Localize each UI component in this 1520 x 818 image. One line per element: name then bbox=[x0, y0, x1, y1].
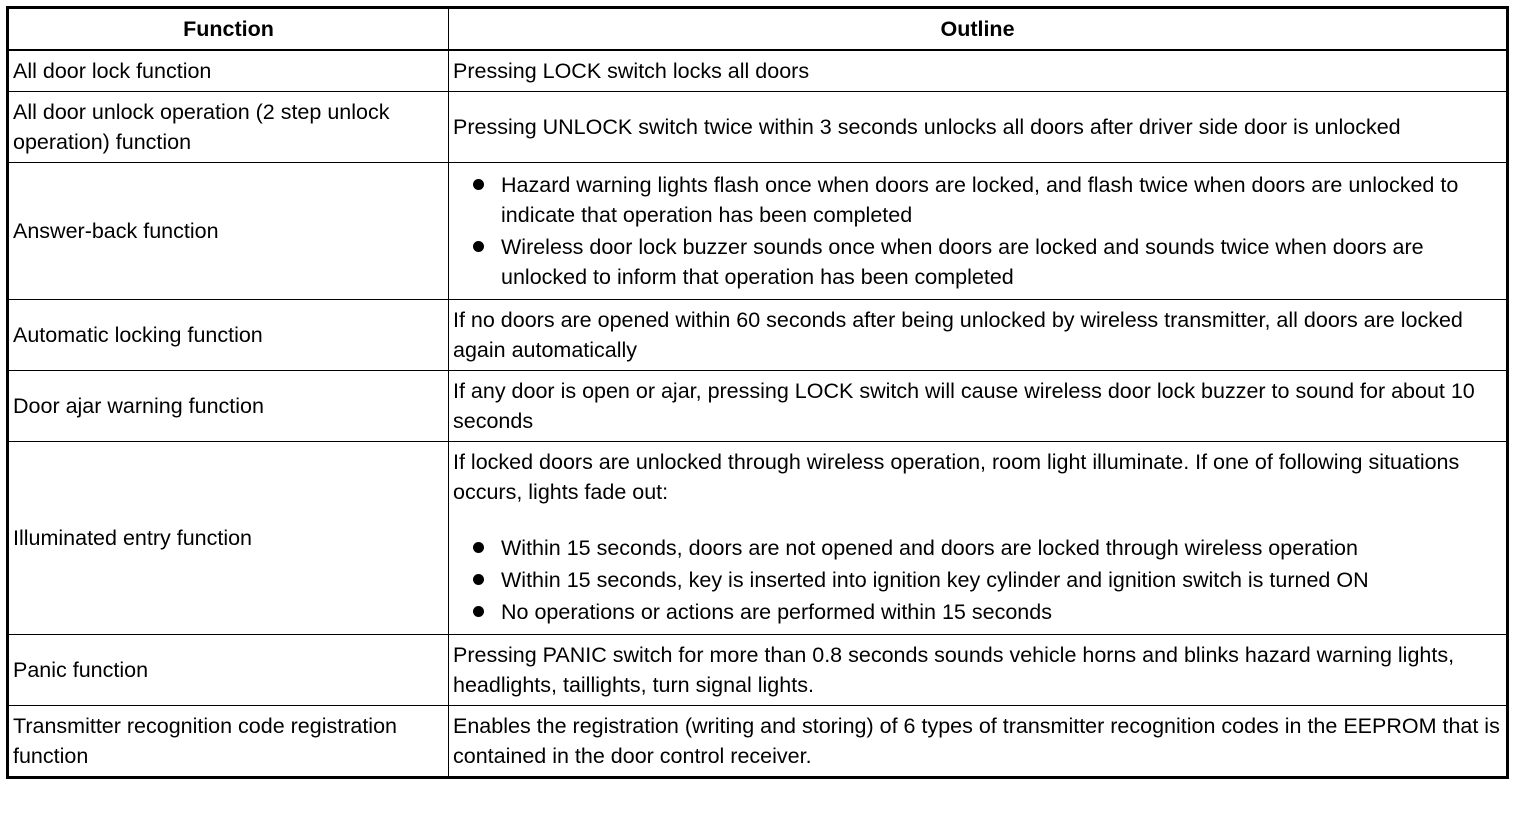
table-row bbox=[8, 300, 1508, 371]
outline-intro: If locked doors are unlocked through wireless operation, room light illuminate. If one of following situations occurs, lights fade out: bbox=[453, 450, 1460, 504]
bullet-icon bbox=[473, 179, 484, 190]
function-cell: All door lock function bbox=[8, 50, 449, 92]
bullet-text: Within 15 seconds, key is inserted into ignition key cylinder and ignition switch is turned ON bbox=[501, 568, 1369, 592]
outline-cell: If no doors are opened within 60 seconds after being unlocked by wireless transmitter, all doors are locked again automatically bbox=[449, 300, 1508, 371]
table-row bbox=[8, 706, 1508, 778]
header-outline: Outline bbox=[449, 8, 1508, 51]
function-cell: Panic function bbox=[8, 635, 449, 706]
bullet-item bbox=[453, 597, 1502, 627]
outline-cell: If any door is open or ajar, pressing LOCK switch will cause wireless door lock buzzer to sound for about 10 seconds bbox=[449, 371, 1508, 442]
function-cell: Door ajar warning function bbox=[8, 371, 449, 442]
function-outline-sheet bbox=[6, 6, 1506, 779]
table-row bbox=[8, 92, 1508, 163]
bullet-text: No operations or actions are performed within 15 seconds bbox=[501, 600, 1052, 624]
function-cell: Illuminated entry function bbox=[8, 442, 449, 635]
bullet-item bbox=[453, 565, 1502, 595]
outline-cell: Enables the registration (writing and storing) of 6 types of transmitter recognition codes in the EEPROM that is contained in the door control receiver. bbox=[449, 706, 1508, 778]
bullet-item bbox=[453, 533, 1502, 563]
header-row bbox=[8, 8, 1508, 51]
function-cell: Answer-back function bbox=[8, 163, 449, 300]
table-row bbox=[8, 50, 1508, 92]
bullet-list bbox=[453, 533, 1502, 627]
outline-cell bbox=[449, 163, 1508, 300]
bullet-text: Hazard warning lights flash once when doors are locked, and flash twice when doors are unlocked to indicate that operation has been completed bbox=[501, 173, 1459, 227]
table-row bbox=[8, 442, 1508, 635]
header-function: Function bbox=[8, 8, 449, 51]
outline-cell: Pressing PANIC switch for more than 0.8 seconds sounds vehicle horns and blinks hazard warning lights, headlights, taillights, turn signal lights. bbox=[449, 635, 1508, 706]
bullet-item bbox=[453, 170, 1502, 230]
bullet-icon bbox=[473, 606, 484, 617]
bullet-text: Wireless door lock buzzer sounds once when doors are locked and sounds twice when doors are unlocked to inform that operation has been completed bbox=[501, 235, 1424, 289]
function-outline-table bbox=[6, 6, 1509, 779]
outline-cell: Pressing LOCK switch locks all doors bbox=[449, 50, 1508, 92]
bullet-item bbox=[453, 232, 1502, 292]
bullet-text: Within 15 seconds, doors are not opened and doors are locked through wireless operation bbox=[501, 536, 1358, 560]
bullet-icon bbox=[473, 241, 484, 252]
bullet-list bbox=[453, 170, 1502, 292]
table-row bbox=[8, 371, 1508, 442]
function-cell: Automatic locking function bbox=[8, 300, 449, 371]
bullet-icon bbox=[473, 574, 484, 585]
table-row bbox=[8, 635, 1508, 706]
function-cell: Transmitter recognition code registration function bbox=[8, 706, 449, 778]
outline-cell: Pressing UNLOCK switch twice within 3 seconds unlocks all doors after driver side door is unlocked bbox=[449, 92, 1508, 163]
bullet-icon bbox=[473, 542, 484, 553]
table-row bbox=[8, 163, 1508, 300]
outline-cell bbox=[449, 442, 1508, 635]
function-cell: All door unlock operation (2 step unlock operation) function bbox=[8, 92, 449, 163]
